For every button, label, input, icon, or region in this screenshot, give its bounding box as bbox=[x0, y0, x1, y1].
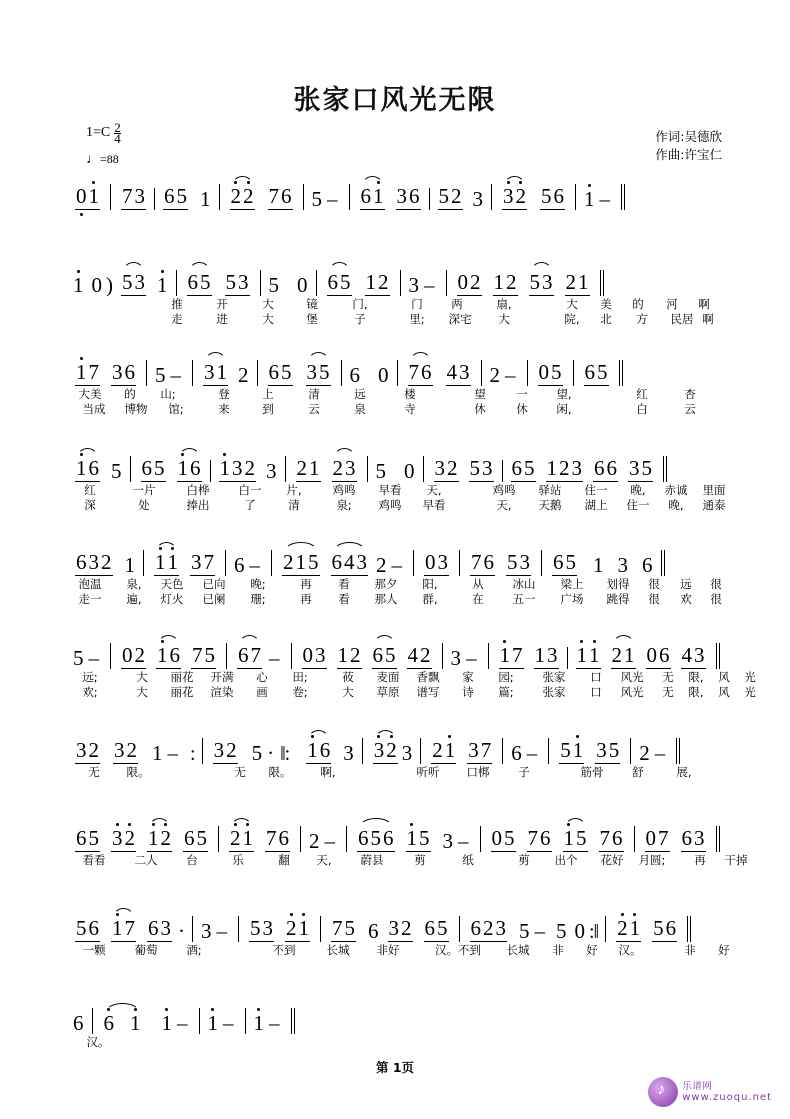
lyric-line-2: 欢; 大 丽花 渲染 画 卷; 大 草原 谱写 诗 篇; 张家 口 风光 无 限, 风 光 bbox=[82, 685, 756, 699]
note-row bbox=[72, 635, 718, 669]
measure: 7 3 6 5 1 bbox=[118, 184, 220, 210]
measure: 0 2 1 6 7 5 bbox=[118, 643, 227, 669]
measure: 2 – bbox=[489, 360, 528, 386]
measure: 2 – bbox=[638, 738, 680, 764]
measure: 7 6 4 3 bbox=[405, 360, 482, 386]
measure: 3 2 5 3 6 5 1 2 3 6 6 3 5 bbox=[431, 456, 668, 482]
lyric-line-2: 走一 遍, 灯火 已阑 珊; 再 看 那人 群, 在 五一 广场 跳得 很 欢 很 bbox=[78, 592, 722, 606]
meter-numerator: 2 bbox=[114, 120, 121, 135]
measure: 6 5 3 5 bbox=[265, 360, 342, 386]
measure: 6 7 – bbox=[234, 643, 292, 669]
note-row bbox=[72, 448, 718, 482]
time-signature bbox=[114, 120, 121, 146]
lyric-line-1: 推 开 大 镜 门, 门 两 扇, 大 美 的 河 啊 bbox=[171, 297, 710, 311]
measure: 0 1 bbox=[72, 184, 111, 210]
lyric-line-1: 一颗 葡萄 酒; 不到 长城 非好 汉。不到 长城 非 好 汉。 非 好 bbox=[82, 943, 730, 957]
measure: 5 – bbox=[72, 643, 111, 669]
measure: 0 5 bbox=[535, 360, 574, 386]
measure: 3 – bbox=[200, 916, 239, 942]
measure: 2 1 5 6 4 3 2 – bbox=[279, 550, 414, 576]
measure: 6 2 3 5 – 5 0 :‖ bbox=[467, 916, 607, 942]
measure: 1 6 3 bbox=[303, 738, 363, 764]
measure: 6 3 2 1 bbox=[72, 550, 144, 576]
tempo-value: =88 bbox=[100, 152, 119, 166]
tempo-marking bbox=[86, 152, 121, 168]
measure: 7 6 5 3 bbox=[467, 550, 542, 576]
music-system-6 bbox=[72, 635, 756, 699]
measure: 3 2 5 6 bbox=[499, 184, 576, 210]
key-and-meter bbox=[86, 120, 121, 168]
measure: 2 2 7 6 bbox=[227, 184, 304, 210]
measure: 6 0 bbox=[349, 360, 398, 386]
measure: 5 1 3 5 bbox=[556, 738, 631, 764]
music-note-icon bbox=[648, 1077, 678, 1107]
lyric-line-1: 红 一片 白桦 白一 片, 鸡鸣 早看 天, 鸡鸣 驿站 住一 晚, 赤诚 里面 bbox=[84, 483, 726, 497]
measure: 6 5 3 2 1 2 6 5 bbox=[72, 826, 219, 852]
measure: 6 1 3 6 5 2 3 bbox=[357, 184, 493, 210]
lyric-line-2: 走 进 大 堡 子 里; 深宅 大 院, 北 方 民居 啊 bbox=[171, 312, 714, 326]
lyric-line-1: 远; 大 丽花 开满 心 田; 莜 麦面 香飘 家 园; 张家 口 风光 无 限, 风 光 bbox=[82, 670, 756, 684]
music-system-1 bbox=[72, 176, 718, 210]
measure: 1 7 3 6 bbox=[72, 360, 147, 386]
credits bbox=[655, 128, 722, 164]
measure: 5 6 1 7 6 3 · bbox=[72, 916, 193, 942]
measure: 5 3 2 1 bbox=[246, 916, 321, 942]
measure: 1 1 3 7 bbox=[151, 550, 226, 576]
music-system-3 bbox=[72, 352, 718, 416]
lyric-line-1: 汉。 bbox=[86, 1035, 110, 1049]
music-system-7 bbox=[72, 730, 718, 779]
page-title: 张家口风光无限 bbox=[293, 85, 497, 116]
measure: 1 – bbox=[207, 1008, 246, 1034]
measure: 3 – bbox=[450, 643, 489, 669]
measure: 7 5 6 3 2 6 5 bbox=[328, 916, 460, 942]
music-system-10 bbox=[72, 1000, 718, 1049]
measure: 5 0 bbox=[375, 456, 424, 482]
quarter-note-icon: ♩ bbox=[86, 152, 100, 167]
measure: 3 2 5 · ‖: bbox=[213, 738, 290, 765]
measure: 3 2 3 2 1 – : bbox=[72, 738, 203, 764]
measure: 0 3 1 2 6 5 4 2 bbox=[299, 643, 443, 669]
lyric-line-1: 大美 的 山; 登 上 清 远 楼 望 一 望, 红 杏 bbox=[78, 387, 696, 401]
key-signature: 1=C bbox=[86, 125, 111, 140]
measure: 5 – bbox=[311, 184, 350, 210]
measure: 1 0 ) 5 3 1 bbox=[72, 270, 177, 296]
measure: 6 – bbox=[510, 738, 549, 764]
measure: 6 5 6 1 5 3 – bbox=[354, 826, 481, 852]
meter-denominator: 4 bbox=[114, 131, 121, 146]
lyric-line-1: 泡温 泉, 天色 已向 晚; 再 看 那夕 阳, 从 冰山 梁上 划得 很 远 很 bbox=[78, 577, 722, 591]
music-system-4 bbox=[72, 448, 726, 512]
watermark-site-name: 乐谱网 bbox=[682, 1081, 713, 1092]
composer: 作曲:许宝仁 bbox=[655, 147, 722, 162]
measure: 2 1 2 3 bbox=[293, 456, 368, 482]
measure: 3 2 3 bbox=[370, 738, 422, 764]
music-system-9 bbox=[72, 908, 730, 957]
measure: 1 – bbox=[253, 1008, 295, 1034]
watermark-logo bbox=[648, 1077, 772, 1107]
lyricist: 作词:吴德欣 bbox=[655, 129, 722, 144]
note-row bbox=[72, 176, 718, 210]
music-system-8 bbox=[72, 818, 748, 867]
lyric-line-2: 深 处 捧出 了 清 泉; 鸡鸣 早看 天, 天鹅 湖上 住一 晚, 通泰 bbox=[84, 498, 726, 512]
music-system-5 bbox=[72, 542, 722, 606]
watermark-url: www.zuoqu.net bbox=[682, 1092, 772, 1103]
note-row bbox=[72, 262, 718, 296]
measure: 6 5 1 2 bbox=[324, 270, 401, 296]
measure: 1 – bbox=[583, 184, 625, 210]
measure: 6 – bbox=[233, 550, 272, 576]
measure: 2 1 5 6 bbox=[613, 916, 691, 942]
note-row bbox=[72, 908, 718, 942]
lyric-line-1: 看看 二人 台 乐 翻 天, 蔚县 剪 纸 剪 出个 花好 月圆; 再 干掉 bbox=[82, 853, 748, 867]
note-row bbox=[72, 730, 718, 764]
music-system-2 bbox=[72, 262, 718, 326]
measure: 6 5 1 3 6 bbox=[549, 550, 665, 576]
measure: 6 1 1 – bbox=[100, 1008, 200, 1034]
measure: 0 5 7 6 1 5 7 6 bbox=[488, 826, 635, 852]
measure: 3 1 2 bbox=[200, 360, 258, 386]
measure: 2 – bbox=[308, 826, 347, 852]
measure: 2 1 7 6 bbox=[226, 826, 301, 852]
measure: 5 0 bbox=[268, 270, 317, 296]
lyric-line-2: 当成 博物 馆; 来 到 云 泉 寺 休 休 闲, 白 云 bbox=[82, 402, 696, 416]
measure: 5 – bbox=[154, 360, 193, 386]
measure: 0 3 bbox=[421, 550, 460, 576]
measure: 0 2 1 2 5 3 2 1 bbox=[454, 270, 604, 296]
measure: 6 bbox=[72, 1008, 93, 1034]
measure: 1 7 1 3 1 1 2 1 0 6 4 3 bbox=[496, 643, 720, 669]
note-row bbox=[72, 818, 718, 852]
measure: 6 5 bbox=[581, 360, 623, 386]
measure: 2 1 3 7 bbox=[428, 738, 503, 764]
note-row bbox=[72, 352, 718, 386]
note-row bbox=[72, 1000, 718, 1034]
note-row bbox=[72, 542, 718, 576]
measure: 3 – bbox=[408, 270, 447, 296]
measure: 6 5 5 3 bbox=[184, 270, 261, 296]
measure: 1 6 5 bbox=[72, 456, 131, 482]
lyric-line-1: 无 限。 无 限。 啊, 听听 口梆 子 筋骨 舒 展, bbox=[88, 765, 692, 779]
page-number: 第 1页 bbox=[375, 1060, 415, 1075]
measure: 6 5 1 6 1 3 2 3 bbox=[138, 456, 286, 482]
measure: 0 7 6 3 bbox=[642, 826, 720, 852]
